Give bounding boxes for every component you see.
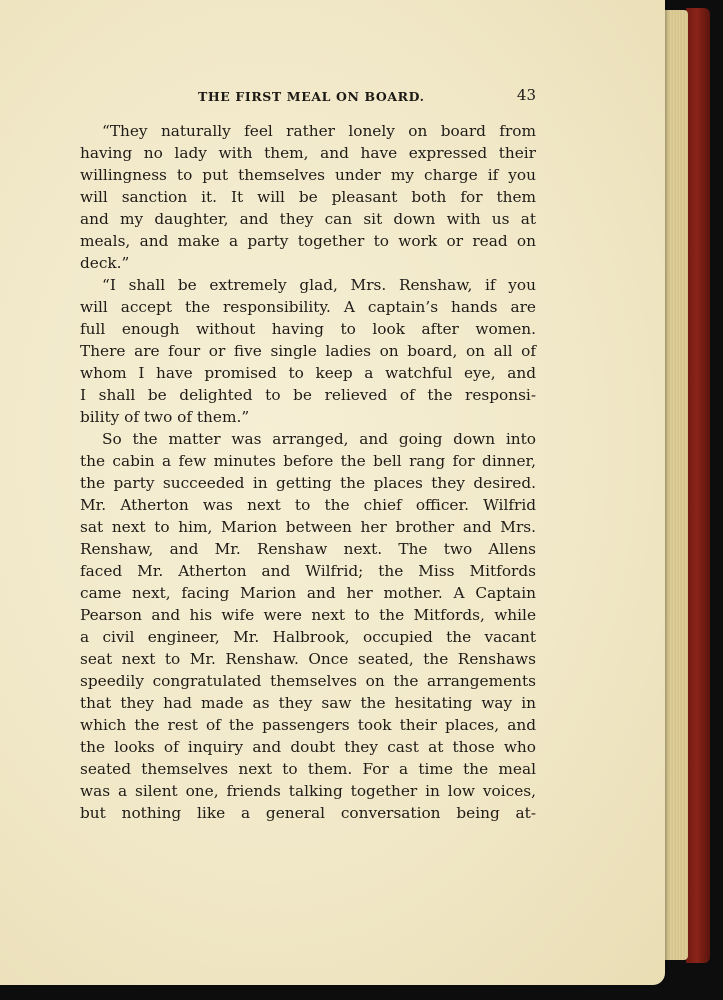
text-line: but nothing like a general conversation being at- xyxy=(80,804,536,822)
book-cover-edge xyxy=(686,8,710,963)
page-number: 43 xyxy=(516,86,536,104)
text-line: was a silent one, friends talking together in low voices, xyxy=(80,782,536,800)
text-line: seat next to Mr. Renshaw. Once seated, the Renshaws xyxy=(80,650,536,668)
text-line: meals, and make a party together to work or read on xyxy=(80,232,536,250)
text-line: will accept the responsibility. A captain’s hands are xyxy=(80,298,536,316)
text-line: bility of two of them.” xyxy=(80,408,250,426)
text-line: a civil engineer, Mr. Halbrook, occupied the vacant xyxy=(80,628,536,646)
text-line: Renshaw, and Mr. Renshaw next. The two Allens xyxy=(80,540,536,558)
text-line: willingness to put themselves under my charge if you xyxy=(80,166,536,184)
text-line: full enough without having to look after women. xyxy=(80,320,536,338)
text-line: will sanction it. It will be pleasant both for them xyxy=(80,188,536,206)
body-text xyxy=(80,120,536,824)
text-line: whom I have promised to keep a watchful eye, and xyxy=(80,364,536,382)
text-line: “They naturally feel rather lonely on board from xyxy=(102,122,536,140)
text-line: Pearson and his wife were next to the Mitfords, while xyxy=(80,606,536,624)
running-head xyxy=(80,86,538,108)
text-line: So the matter was arranged, and going down into xyxy=(102,430,536,448)
text-line: the party succeeded in getting the places they desired. xyxy=(80,474,536,492)
text-line: having no lady with them, and have expressed their xyxy=(80,144,536,162)
text-line: There are four or five single ladies on board, on all of xyxy=(80,342,536,360)
text-line: Mr. Atherton was next to the chief officer. Wilfrid xyxy=(80,496,536,514)
text-line: which the rest of the passengers took their places, and xyxy=(80,716,536,734)
text-line: faced Mr. Atherton and Wilfrid; the Miss Mitfords xyxy=(80,562,536,580)
text-line: seated themselves next to them. For a time the meal xyxy=(80,760,536,778)
text-line: speedily congratulated themselves on the arrangements xyxy=(80,672,536,690)
text-line: the looks of inquiry and doubt they cast at those who xyxy=(80,738,536,756)
text-line: and my daughter, and they can sit down with us at xyxy=(80,210,536,228)
text-line: deck.” xyxy=(80,254,130,272)
text-line: “I shall be extremely glad, Mrs. Renshaw, if you xyxy=(102,276,536,294)
running-title: THE FIRST MEAL ON BOARD. xyxy=(198,89,425,104)
text-line: came next, facing Marion and her mother. A Captain xyxy=(80,584,536,602)
text-line: that they had made as they saw the hesitating way in xyxy=(80,694,536,712)
text-line: sat next to him, Marion between her brother and Mrs. xyxy=(80,518,536,536)
text-line: the cabin a few minutes before the bell rang for dinner, xyxy=(80,452,536,470)
text-line: I shall be delighted to be relieved of the responsi- xyxy=(80,386,536,404)
